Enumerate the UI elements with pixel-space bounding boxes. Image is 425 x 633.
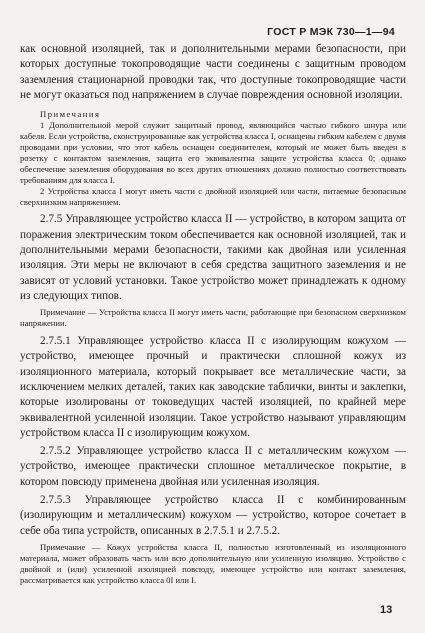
intro-paragraph: как основной изоляцией, так и дополнительными мерами безопасности, при которых доступные токопроводящие части соединены с защитным проводом заземления стационарной проводки так, что доступные токопроводящие части не могут оказаться под напряжением в случае повреждения основной изоляции. <box>20 43 406 101</box>
note-class-ii: Примечание — Устройства класса II могут иметь части, работающие при безопасном сверхнизком напряжении. <box>20 307 406 329</box>
section-2-7-5-2: 2.7.5.2 Управляющее устройство класса II с металлическим кожухом — устройство, имеющее практически сплошное металлическое покрытие, в котором повсюду применена двойная или усиленная изоляция. <box>20 445 406 488</box>
section-2-7-5-3: 2.7.5.3 Управляющее устройство класса II с комбинированным (изолирующим и металлическим) кожухом — устройство, которое сочетает в себе оба типа устройств, описанных в 2.7.5.1 и 2.7.5.2. <box>20 494 406 537</box>
page-body <box>20 42 406 586</box>
section-2-7-5: 2.7.5 Управляющее устройство класса II — устройство, в котором защита от поражения электрическим током обеспечивается как основной изоляцией, так и дополнительными мерами безопасности, такими как двойная или усиленная изоляция. Эти меры не включают в себя средства защитного заземления и не зависят от условий установки. Такое устройство может принадлежать к одному из следующих типов. <box>20 213 406 302</box>
note-1: 1 Дополнительной мерой служит защитный провод, являющийся частью гибкого шнура или кабеля. Если устройства, сконструированные как устройства класса I, оснащены гибким кабелем с двумя проводами при условии, что этот кабель оснащен соединителем, который не может быть введен в розетку с контактом заземления, защита его эквивалентна защите устройства класса 0; однако обеспечение заземления оборудования во всех других отношениях должно полностью соответствовать требованиям для класса I. <box>20 120 406 185</box>
page-number: 13 <box>380 604 393 616</box>
notes-heading: Примечания <box>40 109 101 120</box>
note-2: 2 Устройства класса I могут иметь части с двойной изоляцией или части, питаемые безопасным сверхнизким напряжением. <box>20 185 406 207</box>
section-2-7-5-1: 2.7.5.1 Управляющее устройство класса II с изолирующим кожухом — устройство, имеющее прочный и практически сплошной кожух из изоляционного материала, который покрывает все металлические части, за исключением мелких деталей, таких как заводские таблички, винты и заклепки, которые изолированы от токоведущих частей изоляцией, по крайней мере эквивалентной усиленной изоляции. Такое устройство называют управляющим устройством класса II с изолирующим кожухом. <box>20 335 406 439</box>
note-enclosure: Примечание — Кожух устройства класса II, полностью изготовленный из изоляционного материала, может образовать часть или всю дополнительную или усиленную изоляцию. Устройство с двойной и (или) усиленной изоляцией повсюду, имеющее устройство или контакт заземления, рассматривается как устройство класса 0I или I. <box>20 541 406 585</box>
page-header: ГОСТ Р МЭК 730—1—94 <box>267 26 395 38</box>
